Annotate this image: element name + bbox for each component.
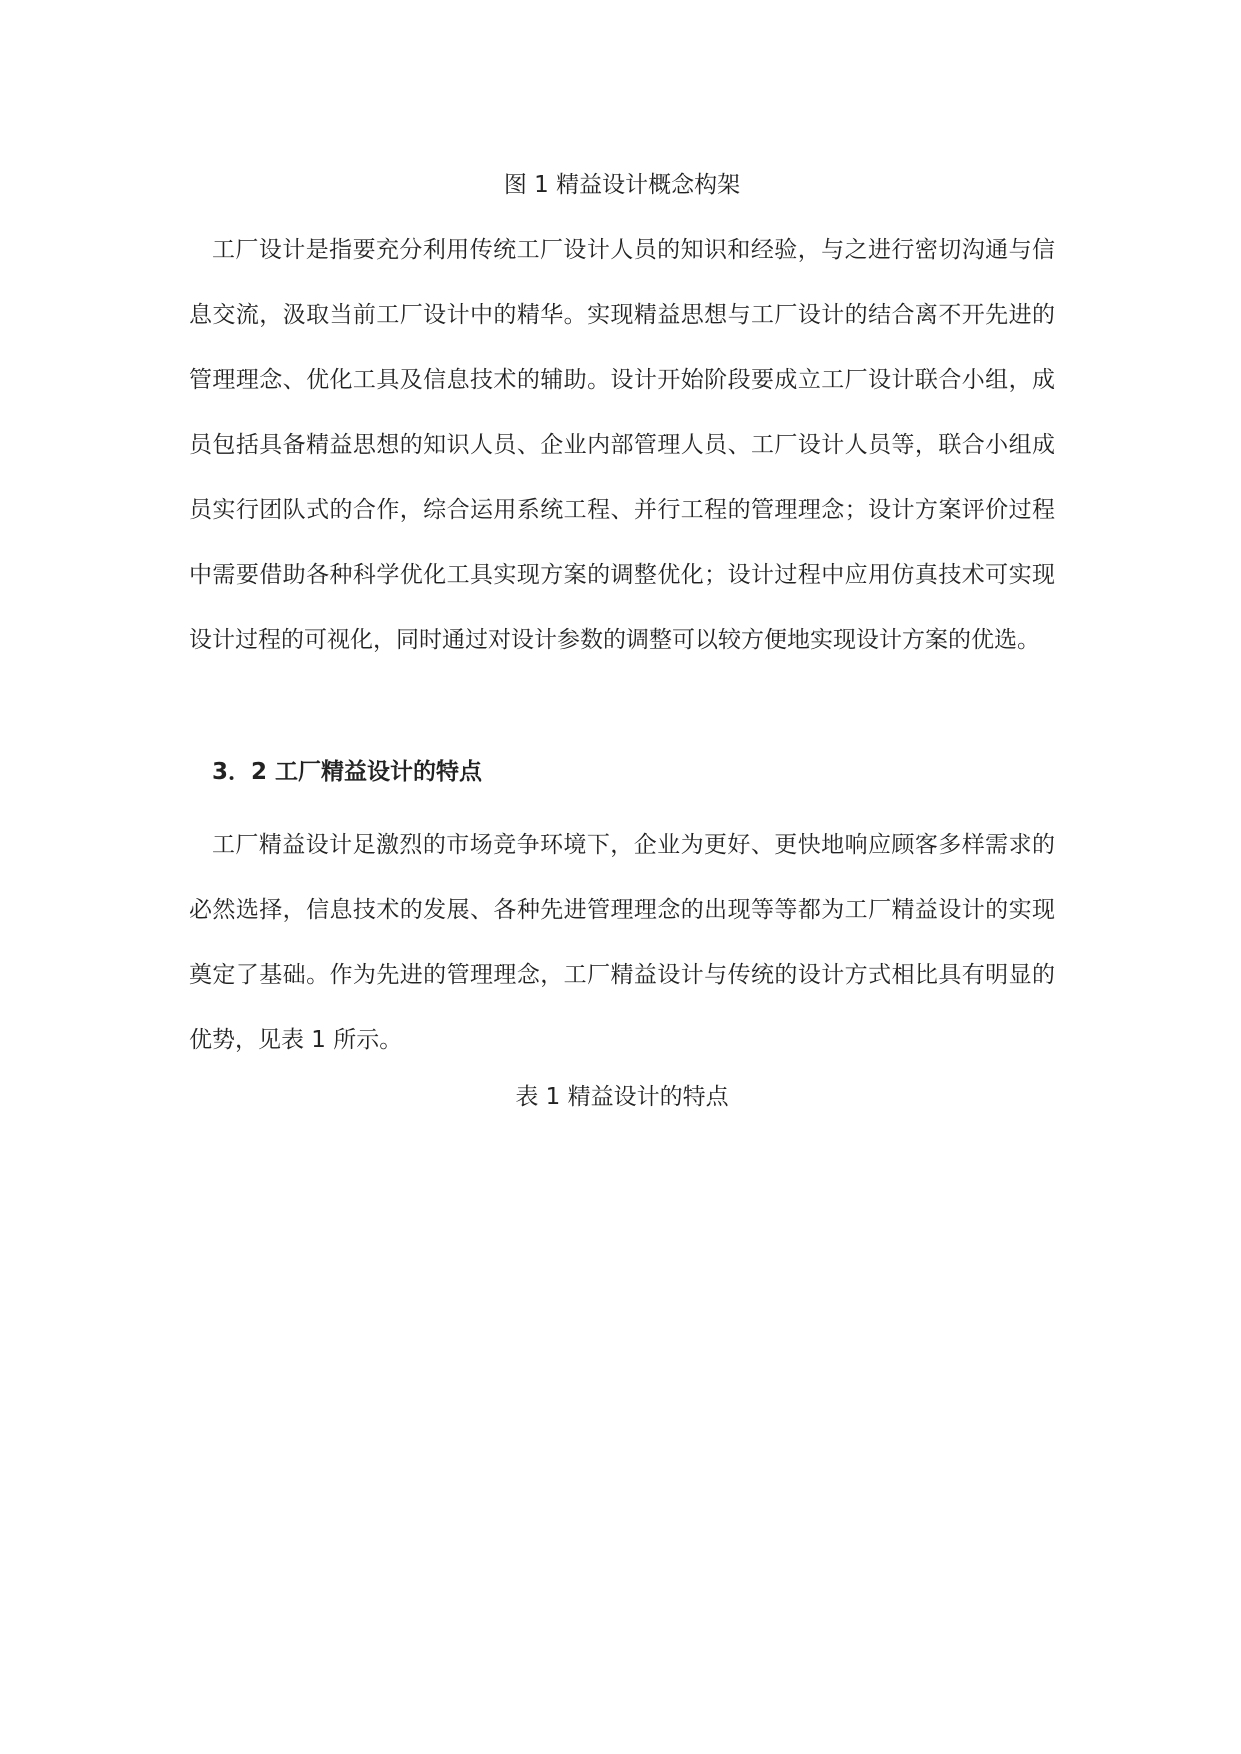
section-heading: 3．2 工厂精益设计的特点: [212, 759, 483, 785]
body-paragraph: 工厂设计是指要充分利用传统工厂设计人员的知识和经验，与之进行密切沟通与信息交流，汲取当前工厂设计中的精华。实现精益思想与工厂设计的结合离不开先进的管理理念、优化工具及信息技术的辅助。设计开始阶段要成立工厂设计联合小组，成员包括具备精益思想的知识人员、企业内部管理人员、工厂设计人员等，联合小组成员实行团队式的合作，综合运用系统工程、并行工程的管理理念；设计方案评价过程中需要借助各种科学优化工具实现方案的调整优化；设计过程中应用仿真技术可实现设计过程的可视化，同时通过对设计参数的调整可以较方便地实现设计方案的优选。: [189, 237, 1055, 653]
figure-caption: 图 1 精益设计概念构架: [503, 172, 741, 198]
document-page: [189, 0, 1055, 1754]
body-paragraph: 工厂精益设计足激烈的市场竞争环境下，企业为更好、更快地响应顾客多样需求的必然选择，信息技术的发展、各种先进管理理念的出现等等都为工厂精益设计的实现奠定了基础。作为先进的管理理念，工厂精益设计与传统的设计方式相比具有明显的优势，见表 1 所示。: [189, 832, 1055, 1053]
table-caption: 表 1 精益设计的特点: [515, 1084, 729, 1110]
